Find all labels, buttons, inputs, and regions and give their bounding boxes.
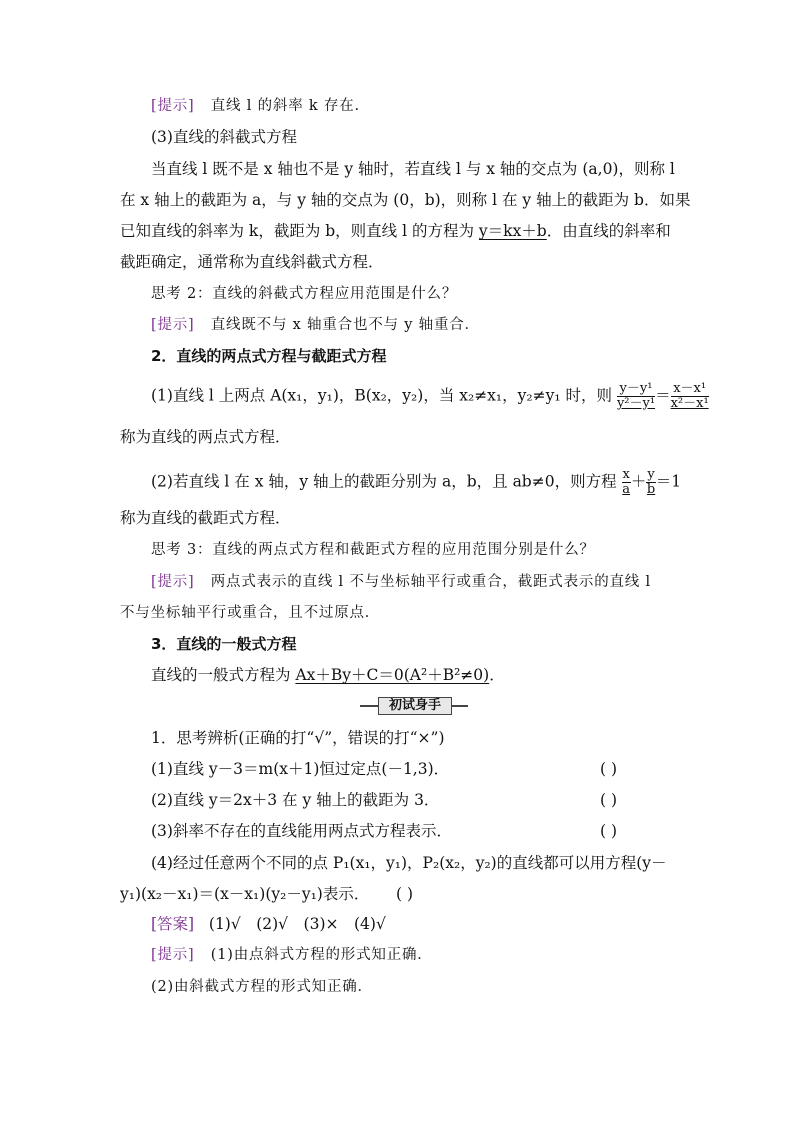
- answer-blank[interactable]: ( ): [396, 885, 414, 903]
- section-banner: [360, 697, 468, 715]
- text-span: ．: [489, 666, 505, 684]
- text-span: (1)直线 l 上两点 A(x₁，y₁)，B(x₂，y₂)，当 x₂≠x₁，y₂≠y₁ 时，则: [151, 386, 612, 405]
- hint-line-4: [151, 945, 433, 965]
- fraction-denominator: a: [622, 482, 631, 497]
- equals-sign: ＝: [655, 386, 671, 405]
- section-heading-2: 2．直线的两点式方程与截距式方程: [151, 347, 387, 365]
- fraction-numerator: y: [647, 467, 655, 482]
- fraction-numerator: x: [622, 467, 630, 482]
- plus-sign: ＋: [630, 472, 647, 491]
- exercise-item: (1)直线 y－3＝m(x＋1)恒过定点(－1,3)．: [151, 760, 450, 778]
- answer-blank[interactable]: ( ): [600, 791, 618, 809]
- intercept-line: [151, 468, 681, 497]
- exercise-item: (4)经过任意两个不同的点 P₁(x₁，y₁)，P₂(x₂，y₂)的直线都可以用方程(y－: [151, 854, 667, 872]
- exercise-item-continued: y₁)(x₂－x₁)＝(x－x₁)(y₂－y₁)表示．: [120, 885, 370, 903]
- hint-line-2: [151, 315, 480, 335]
- hint-tag: [提示]: [151, 947, 195, 963]
- text-span: 已知直线的斜率为 k，截距为 b，则直线 l 的方程为: [120, 222, 479, 240]
- hint-text: 两点式表示的直线 l 不与坐标轴平行或重合，截距式表示的直线 l: [210, 574, 651, 590]
- answer-tag: [答案]: [151, 915, 195, 933]
- fraction-denominator: b: [646, 482, 656, 497]
- think-question-3: 思考 3：直线的两点式方程和截距式方程的应用范围分别是什么？: [151, 542, 595, 558]
- formula-slope-intercept: y＝kx＋b: [478, 222, 547, 240]
- hint-tag: [提示]: [151, 574, 195, 590]
- exercise-item: (2)直线 y＝2x＋3 在 y 轴上的截距为 3．: [151, 791, 440, 809]
- paragraph-line: 截距确定，通常称为直线斜截式方程．: [120, 253, 384, 271]
- paragraph-line: 称为直线的截距式方程．: [120, 509, 291, 527]
- hint-text: 直线 l 的斜率 k 存在.: [210, 98, 360, 114]
- answer-line: [151, 914, 386, 934]
- hint-tag: [提示]: [151, 98, 195, 114]
- hint-line-1: [151, 96, 360, 116]
- hint-tag: [提示]: [151, 317, 195, 333]
- fraction-y: [617, 382, 655, 411]
- paragraph-line: [120, 221, 671, 241]
- text-span: ．由直线的斜率和: [546, 222, 671, 240]
- hint-text: 直线既不与 x 轴重合也不与 y 轴重合．: [210, 317, 480, 333]
- answer-blank[interactable]: ( ): [600, 822, 618, 840]
- hint-line-3: [151, 572, 651, 592]
- answer-text: (1)√ (2)√ (3)× (4)√: [208, 915, 386, 933]
- answer-blank[interactable]: ( ): [600, 760, 618, 778]
- fraction-numerator: y－y¹: [617, 382, 655, 397]
- fraction-denominator: y²－y¹: [616, 396, 656, 411]
- two-point-line: [151, 382, 709, 411]
- exercise-item: (3)斜率不存在的直线能用两点式方程表示．: [151, 822, 452, 840]
- banner-label: 初试身手: [378, 697, 452, 715]
- subheading-slope-intercept: (3)直线的斜截式方程: [151, 128, 297, 146]
- paragraph-line: 称为直线的两点式方程．: [120, 428, 291, 446]
- paragraph-line: 不与坐标轴平行或重合，且不过原点．: [120, 605, 381, 621]
- section-heading-3: 3．直线的一般式方程: [151, 635, 297, 653]
- text-span: (2)若直线 l 在 x 轴，y 轴上的截距分别为 a，b，且 ab≠0，则方程: [151, 472, 617, 491]
- formula-general-form: Ax＋By＋C＝0(A²＋B²≠0): [295, 666, 490, 684]
- fraction-y-over-b: [646, 468, 655, 497]
- exercise-question-1: 1．思考辨析(正确的打“√”，错误的打“×”): [151, 729, 445, 747]
- paragraph-line: 在 x 轴上的截距为 a，与 y 轴的交点为 (0，b)，则称 l 在 y 轴上的截距为 b．如果: [120, 191, 691, 209]
- hint-line-5: (2)由斜截式方程的形式知正确．: [151, 979, 373, 995]
- fraction-x: [671, 382, 709, 411]
- fraction-denominator: x²－x¹: [670, 396, 709, 411]
- fraction-x-over-a: [622, 468, 631, 497]
- paragraph-line: 当直线 l 既不是 x 轴也不是 y 轴时，若直线 l 与 x 轴的交点为 (a,0)，则称 l: [151, 160, 675, 178]
- equals-one: ＝1: [655, 472, 682, 491]
- text-span: 直线的一般式方程为: [151, 666, 296, 684]
- general-form-line: [151, 665, 505, 685]
- hint-text: (1)由点斜式方程的形式知正确．: [210, 947, 433, 963]
- fraction-numerator: x－x¹: [671, 382, 709, 397]
- think-question-2: 思考 2：直线的斜截式方程应用范围是什么？: [151, 286, 458, 302]
